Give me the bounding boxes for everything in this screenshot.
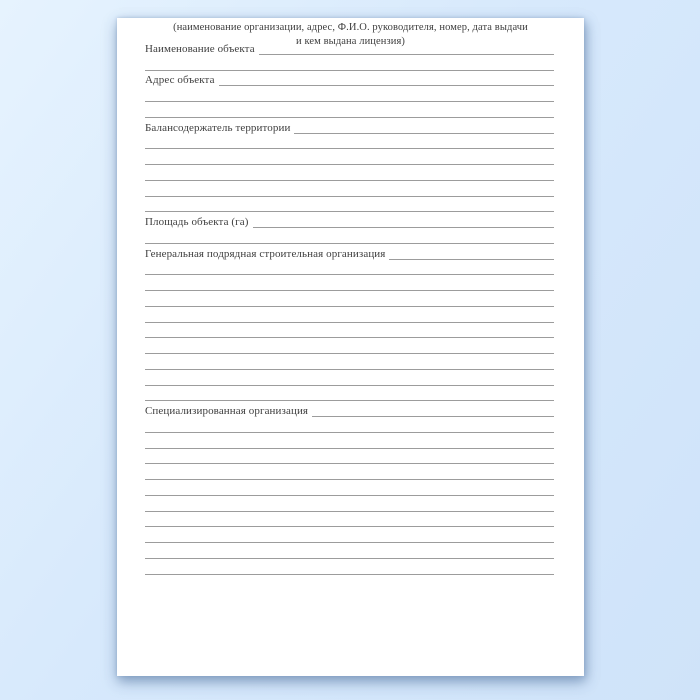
fill-in-line xyxy=(145,243,554,244)
form-area xyxy=(145,39,554,575)
fill-in-line xyxy=(259,54,554,55)
fill-in-line xyxy=(145,164,554,165)
blank-line-row xyxy=(145,86,554,102)
blank-line-row xyxy=(145,417,554,433)
blank-line-row xyxy=(145,181,554,197)
fill-in-line xyxy=(145,337,554,338)
blank-line-row xyxy=(145,197,554,213)
blank-line-row xyxy=(145,433,554,449)
blank-line-row xyxy=(145,228,554,244)
blank-line-row xyxy=(145,307,554,323)
fill-in-line xyxy=(145,574,554,575)
blank-line-row xyxy=(145,496,554,512)
blank-line-row xyxy=(145,338,554,354)
fill-in-line xyxy=(145,558,554,559)
fill-in-line xyxy=(145,196,554,197)
fill-in-line xyxy=(145,495,554,496)
fill-in-line xyxy=(312,416,554,417)
fill-in-line xyxy=(145,463,554,464)
fill-in-line xyxy=(145,117,554,118)
fill-in-line xyxy=(145,180,554,181)
fill-in-line xyxy=(145,542,554,543)
blank-line-row xyxy=(145,323,554,339)
fill-in-line xyxy=(145,448,554,449)
fill-in-line xyxy=(145,101,554,102)
blank-line-row xyxy=(145,559,554,575)
blank-line-row xyxy=(145,165,554,181)
form-field-label: Наименование объекта xyxy=(145,42,255,55)
fill-in-line xyxy=(145,322,554,323)
fill-in-line xyxy=(145,526,554,527)
fill-in-line xyxy=(219,85,554,86)
fill-in-line xyxy=(253,227,554,228)
footer-caption-line-2: и кем выдана лицензия) xyxy=(296,35,405,47)
form-field-label: Адрес объекта xyxy=(145,74,215,87)
fill-in-line xyxy=(145,274,554,275)
blank-line-row xyxy=(145,354,554,370)
form-field-label: Специализированная организация xyxy=(145,405,309,417)
fill-in-line xyxy=(389,259,554,260)
blank-line-row xyxy=(145,527,554,543)
fill-in-line xyxy=(145,290,554,291)
blank-line-row xyxy=(145,449,554,465)
fill-in-line xyxy=(145,211,554,212)
blank-line-row xyxy=(145,386,554,402)
form-field-row xyxy=(145,401,554,417)
form-field-label: Балансодержатель территории xyxy=(145,121,291,134)
form-field-row xyxy=(145,39,554,55)
form-field-label: Площадь объекта (га) xyxy=(145,216,249,228)
blank-line-row xyxy=(145,102,554,118)
blank-line-row xyxy=(145,464,554,480)
blank-line-row xyxy=(145,512,554,528)
blank-line-row xyxy=(145,149,554,165)
document-page xyxy=(117,18,584,676)
form-field-row xyxy=(145,71,554,87)
blank-line-row xyxy=(145,55,554,71)
form-field-row xyxy=(145,118,554,134)
fill-in-line xyxy=(145,369,554,370)
blank-line-row xyxy=(145,275,554,291)
blank-line-row xyxy=(145,480,554,496)
fill-in-line xyxy=(294,133,554,134)
blank-line-row xyxy=(145,260,554,276)
fill-in-line xyxy=(145,148,554,149)
form-field-label: Генеральная подрядная строительная организация xyxy=(145,247,386,260)
fill-in-line xyxy=(145,511,554,512)
footer-caption-line-1: (наименование организации, адрес, Ф.И.О. руководителя, номер, дата выдачи xyxy=(173,22,528,33)
fill-in-line xyxy=(145,432,554,433)
form-field-row xyxy=(145,244,554,260)
fill-in-line xyxy=(145,70,554,71)
fill-in-line xyxy=(145,479,554,480)
blank-line-row xyxy=(145,134,554,150)
fill-in-line xyxy=(145,400,554,401)
blank-line-row xyxy=(145,291,554,307)
fill-in-line xyxy=(145,306,554,307)
fill-in-line xyxy=(145,353,554,354)
fill-in-line xyxy=(145,385,554,386)
blank-line-row xyxy=(145,370,554,386)
blank-line-row xyxy=(145,543,554,559)
form-field-row xyxy=(145,212,554,228)
